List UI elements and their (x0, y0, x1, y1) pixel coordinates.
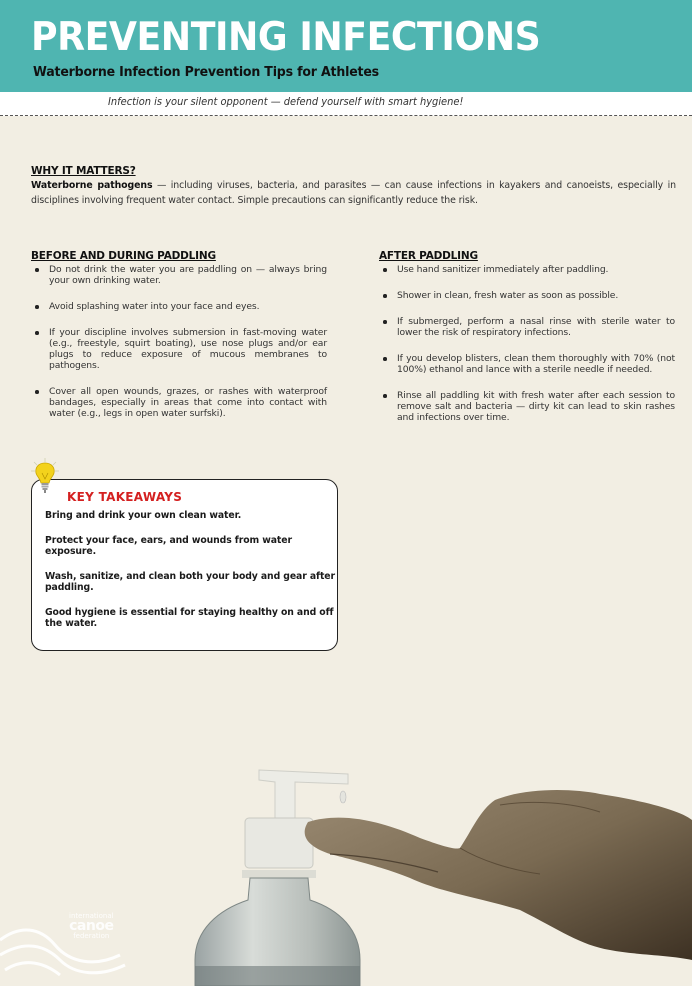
after-paddling-list (379, 264, 675, 423)
before-during-heading: BEFORE AND DURING PADDLING (31, 250, 216, 262)
list-item: If your discipline involves submersion in fast-moving water (e.g., freestyle, squirt boating), use nose plugs and/or ear plugs to reduce exposure of mucous membranes to pathogens. (31, 327, 327, 371)
icf-logo-text (69, 912, 114, 940)
hand-sanitizer-photo (180, 760, 692, 986)
list-item: Use hand sanitizer immediately after paddling. (379, 264, 675, 275)
list-item: Rinse all paddling kit with fresh water after each session to remove salt and bacteria — dirty kit can lead to skin rashes and infections over time. (379, 390, 675, 423)
tagline: Infection is your silent opponent — defend yourself with smart hygiene! (108, 96, 464, 108)
logo-line-1: international (69, 912, 114, 920)
after-paddling-section (379, 250, 675, 438)
page-subtitle: Waterborne Infection Prevention Tips for Athletes (33, 64, 379, 80)
takeaway-item: Protect your face, ears, and wounds from water exposure. (45, 535, 292, 557)
why-lead-bold: Waterborne pathogens (31, 180, 153, 191)
lightbulb-icon (30, 457, 60, 497)
before-during-list (31, 264, 327, 419)
why-it-matters-heading: WHY IT MATTERS? (31, 165, 136, 177)
list-item: Do not drink the water you are paddling on — always bring your own drinking water. (31, 264, 327, 286)
takeaway-item: Bring and drink your own clean water. (45, 510, 242, 521)
list-item: Shower in clean, fresh water as soon as possible. (379, 290, 675, 301)
list-item: Cover all open wounds, grazes, or rashes with waterproof bandages, especially in areas that come into contact with water (e.g., legs in open water surfski). (31, 386, 327, 419)
logo-line-2: canoe (69, 918, 114, 934)
key-takeaways-list (45, 510, 337, 643)
why-it-matters-section (31, 165, 676, 208)
why-body-text: — including viruses, bacteria, and parasites — can cause infections in kayakers and canoeists, especially in disciplines involving frequent water contact. Simple precautions can significantly reduce the risk. (31, 180, 676, 206)
list-item: If submerged, perform a nasal rinse with sterile water to lower the risk of respiratory infections. (379, 316, 675, 338)
key-takeaways-title: KEY TAKEAWAYS (67, 490, 183, 504)
before-during-section (31, 250, 327, 434)
list-item: If you develop blisters, clean them thoroughly with 70% (not 100%) ethanol and lance with a sterile needle if needed. (379, 353, 675, 375)
after-paddling-heading: AFTER PADDLING (379, 250, 478, 262)
list-item: Avoid splashing water into your face and eyes. (31, 301, 327, 312)
key-takeaways-box (31, 479, 338, 651)
takeaway-item: Wash, sanitize, and clean both your body and gear after paddling. (45, 571, 335, 593)
page-title: PREVENTING INFECTIONS (31, 15, 541, 60)
takeaway-item: Good hygiene is essential for staying healthy on and off the water. (45, 607, 334, 629)
why-it-matters-body (31, 178, 676, 208)
logo-line-3: federation (73, 932, 110, 940)
